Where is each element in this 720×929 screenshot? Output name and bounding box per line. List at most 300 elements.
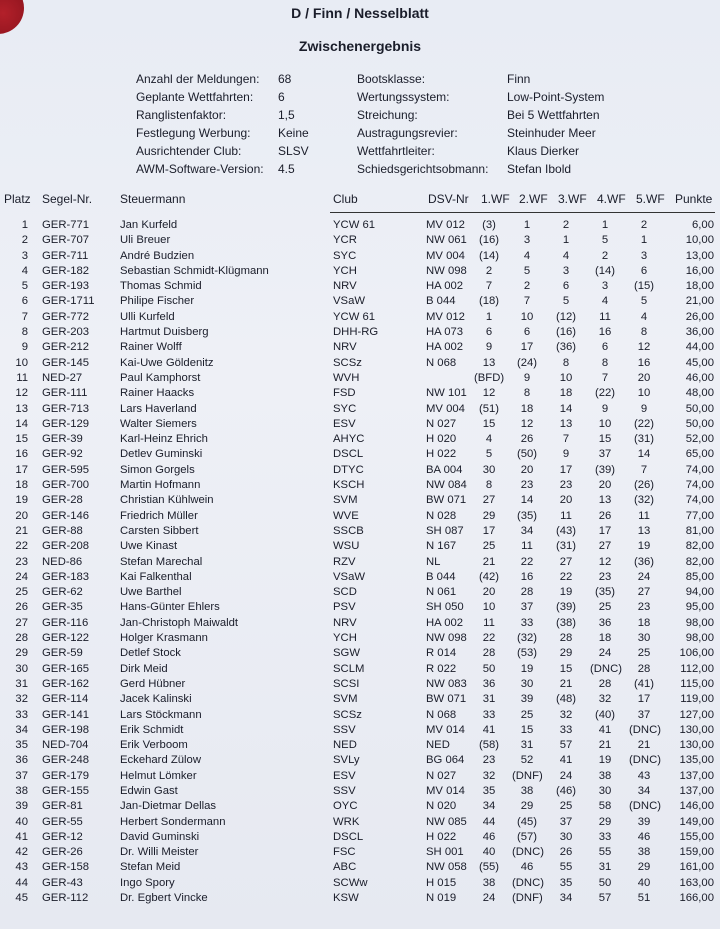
- cell-wf2: 33: [520, 616, 534, 629]
- cell-segel: GER-198: [42, 723, 90, 736]
- info-label: Streichung:: [357, 108, 418, 122]
- cell-wf2: 1: [523, 219, 531, 231]
- cell-punkte: 127,00: [679, 708, 714, 721]
- cell-wf1: 40: [482, 846, 496, 859]
- cell-wf4: 20: [598, 479, 612, 492]
- cell-steuermann: Martin Hofmann: [120, 479, 201, 492]
- cell-wf4: 4: [601, 295, 609, 308]
- cell-wf3: 26: [559, 846, 573, 859]
- cell-segel: GER-59: [42, 647, 83, 660]
- cell-platz: 11: [16, 371, 28, 384]
- col-wf2: 2.WF: [519, 192, 548, 206]
- cell-dsv: H 020: [426, 433, 457, 446]
- cell-platz: 17: [15, 463, 28, 476]
- cell-dsv: H 022: [426, 448, 457, 461]
- cell-steuermann: Stefan Marechal: [120, 555, 203, 568]
- cell-wf3: (48): [555, 693, 577, 706]
- cell-club: SCWw: [333, 876, 368, 889]
- table-row: [0, 311, 720, 326]
- cell-dsv: BW 071: [426, 693, 467, 706]
- cell-punkte: 146,00: [679, 800, 714, 813]
- cell-punkte: 81,00: [685, 524, 714, 537]
- cell-dsv: MV 004: [426, 402, 465, 415]
- cell-steuermann: Dr. Willi Meister: [120, 846, 199, 859]
- info-value: Keine: [278, 126, 309, 140]
- cell-wf5: 43: [637, 769, 651, 782]
- cell-wf3: (43): [555, 524, 577, 537]
- info-value: 4.5: [278, 162, 295, 176]
- cell-wf5: 17: [637, 693, 651, 706]
- cell-segel: GER-155: [42, 784, 90, 797]
- cell-segel: GER-81: [42, 800, 83, 813]
- cell-wf3: 32: [559, 708, 573, 721]
- cell-wf5: 27: [637, 586, 651, 599]
- cell-segel: GER-111: [42, 387, 88, 400]
- table-row: [0, 632, 720, 647]
- cell-wf1: 12: [482, 387, 496, 400]
- cell-steuermann: Thomas Schmid: [120, 280, 202, 293]
- cell-wf3: 35: [559, 876, 573, 889]
- cell-wf2: 34: [520, 524, 534, 537]
- cell-wf2: 23: [520, 479, 534, 492]
- cell-dsv: NL: [426, 555, 441, 568]
- cell-wf4: 29: [598, 815, 612, 828]
- cell-wf1: (18): [478, 295, 500, 308]
- cell-wf3: (16): [555, 326, 577, 339]
- cell-punkte: 10,00: [685, 234, 714, 247]
- info-label: Schiedsgerichtsobmann:: [357, 162, 489, 176]
- info-value: Steinhuder Meer: [507, 126, 596, 140]
- table-row: [0, 250, 720, 265]
- table-row: [0, 479, 720, 494]
- info-label: AWM-Software-Version:: [136, 162, 264, 176]
- cell-wf5: 6: [640, 264, 648, 277]
- info-value: Bei 5 Wettfahrten: [507, 108, 600, 122]
- cell-wf5: 16: [637, 356, 651, 369]
- cell-wf1: 20: [482, 586, 496, 599]
- cell-club: AHYC: [333, 433, 365, 446]
- cell-wf1: 13: [482, 356, 496, 369]
- col-wf4: 4.WF: [597, 192, 626, 206]
- cell-wf1: 25: [482, 540, 496, 553]
- info-label: Ranglistenfaktor:: [136, 108, 227, 122]
- cell-segel: GER-158: [42, 861, 90, 874]
- cell-wf1: 1: [485, 310, 493, 323]
- cell-wf5: 30: [637, 632, 651, 645]
- info-row: [136, 142, 309, 160]
- info-left: [136, 70, 309, 178]
- cell-wf3: 28: [559, 632, 573, 645]
- cell-platz: 10: [15, 356, 28, 369]
- cell-club: SYC: [333, 249, 357, 262]
- col-wf3: 3.WF: [558, 192, 587, 206]
- cell-club: DTYC: [333, 463, 364, 476]
- cell-club: ABC: [333, 861, 357, 874]
- cell-club: SSV: [333, 723, 356, 736]
- cell-platz: 33: [15, 708, 28, 721]
- info-row: [357, 88, 604, 106]
- cell-wf2: (57): [516, 830, 538, 843]
- cell-steuermann: Erik Verboom: [120, 739, 188, 752]
- cell-platz: 15: [15, 433, 28, 446]
- cell-club: NED: [333, 739, 357, 752]
- cell-segel: GER-182: [42, 264, 90, 277]
- cell-segel: GER-711: [42, 249, 89, 262]
- cell-wf5: 39: [637, 815, 651, 828]
- cell-platz: 38: [15, 784, 28, 797]
- cell-segel: GER-212: [42, 341, 90, 354]
- cell-platz: 14: [15, 417, 28, 430]
- info-label: Wettfahrtleiter:: [357, 144, 435, 158]
- cell-dsv: N 027: [426, 769, 457, 782]
- cell-punkte: 21,00: [685, 295, 714, 308]
- cell-steuermann: Walter Siemers: [120, 417, 197, 430]
- cell-wf2: (DNC): [512, 846, 544, 859]
- cell-club: YCR: [333, 234, 357, 247]
- cell-club: SCSz: [333, 356, 362, 369]
- cell-wf3: 13: [559, 417, 573, 430]
- cell-wf4: 23: [598, 570, 612, 583]
- cell-steuermann: Rainer Haacks: [120, 387, 195, 400]
- cell-platz: 12: [15, 387, 28, 400]
- cell-club: YCW 61: [333, 310, 376, 323]
- cell-wf4: 6: [601, 341, 609, 354]
- cell-wf3: 55: [559, 861, 573, 874]
- cell-steuermann: Paul Kamphorst: [120, 371, 201, 384]
- cell-wf3: 37: [559, 815, 573, 828]
- cell-steuermann: Eckehard Zülow: [120, 754, 201, 767]
- table-row: [0, 617, 720, 632]
- cell-steuermann: Carsten Sibbert: [120, 524, 199, 537]
- cell-club: FSC: [333, 846, 356, 859]
- cell-wf4: 21: [598, 739, 612, 752]
- table-row: [0, 280, 720, 295]
- cell-wf1: 21: [482, 555, 496, 568]
- cell-punkte: 166,00: [679, 892, 714, 905]
- cell-punkte: 159,00: [679, 846, 714, 859]
- cell-wf2: 19: [520, 662, 534, 675]
- cell-wf1: 11: [483, 616, 495, 629]
- info-value: 68: [278, 72, 292, 86]
- table-row: [0, 709, 720, 724]
- cell-segel: GER-162: [42, 677, 90, 690]
- cell-punkte: 115,00: [680, 677, 714, 690]
- cell-punkte: 18,00: [685, 280, 714, 293]
- cell-wf2: 8: [523, 387, 531, 400]
- cell-wf4: 11: [599, 310, 611, 323]
- cell-wf5: (41): [633, 677, 655, 690]
- cell-wf2: 4: [523, 249, 531, 262]
- cell-wf5: (32): [633, 494, 655, 507]
- cell-wf5: (DNC): [629, 754, 661, 767]
- cell-wf4: 16: [598, 326, 612, 339]
- cell-wf2: 39: [520, 693, 534, 706]
- table-row: [0, 219, 720, 234]
- cell-wf1: 15: [482, 417, 496, 430]
- cell-wf5: 9: [640, 402, 648, 415]
- table-row: [0, 601, 720, 616]
- cell-wf1: 36: [482, 677, 496, 690]
- cell-segel: GER-114: [42, 693, 89, 706]
- cell-segel: GER-248: [42, 754, 90, 767]
- cell-punkte: 130,00: [679, 739, 714, 752]
- table-row: [0, 785, 720, 800]
- cell-steuermann: Detlef Stock: [120, 647, 181, 660]
- cell-wf3: (12): [555, 310, 577, 323]
- table-row: [0, 754, 720, 769]
- table-row: [0, 770, 720, 785]
- cell-segel: GER-165: [42, 662, 90, 675]
- cell-segel: GER-12: [42, 830, 83, 843]
- cell-wf1: 4: [485, 433, 493, 446]
- page-title: D / Finn / Nesselblatt: [291, 5, 429, 21]
- cell-segel: GER-707: [42, 234, 90, 247]
- cell-dsv: R 022: [426, 662, 457, 675]
- cell-wf5: 28: [637, 662, 651, 675]
- cell-wf3: 23: [559, 479, 573, 492]
- cell-wf1: 6: [485, 326, 493, 339]
- cell-punkte: 135,00: [679, 754, 714, 767]
- cell-punkte: 95,00: [685, 601, 714, 614]
- cell-platz: 39: [15, 800, 28, 813]
- cell-wf2: 31: [520, 739, 534, 752]
- cell-punkte: 98,00: [685, 632, 714, 645]
- cell-wf2: 12: [520, 417, 534, 430]
- cell-wf2: 37: [520, 601, 534, 614]
- cell-dsv: NW 083: [426, 677, 467, 690]
- cell-wf5: 34: [637, 784, 651, 797]
- cell-platz: 30: [15, 662, 28, 675]
- results-table: [0, 219, 720, 907]
- cell-wf4: (22): [594, 387, 616, 400]
- cell-wf3: 6: [562, 280, 570, 293]
- cell-club: SCSI: [333, 677, 360, 690]
- cell-wf4: 27: [598, 540, 612, 553]
- cell-club: KSCH: [333, 479, 365, 492]
- cell-segel: GER-122: [42, 632, 90, 645]
- info-value: Low-Point-System: [507, 90, 605, 104]
- cell-wf5: 5: [640, 295, 648, 308]
- cell-wf3: (46): [555, 784, 577, 797]
- table-row: [0, 433, 720, 448]
- cell-wf3: 17: [559, 463, 573, 476]
- cell-steuermann: Holger Krasmann: [120, 632, 208, 645]
- cell-platz: 31: [15, 677, 28, 690]
- cell-wf3: 57: [559, 739, 573, 752]
- cell-dsv: BG 064: [426, 754, 465, 767]
- cell-punkte: 82,00: [685, 555, 714, 568]
- cell-club: SGW: [333, 647, 360, 660]
- cell-wf1: 41: [482, 723, 496, 736]
- cell-wf4: 18: [598, 632, 612, 645]
- cell-club: NRV: [333, 280, 357, 293]
- cell-punkte: 44,00: [685, 341, 714, 354]
- cell-wf5: 14: [637, 448, 651, 461]
- cell-punkte: 77,00: [685, 509, 714, 522]
- cell-club: WRK: [333, 815, 360, 828]
- cell-dsv: MV 012: [426, 310, 465, 323]
- cell-wf2: 30: [520, 677, 534, 690]
- cell-dsv: MV 012: [426, 219, 465, 231]
- cell-wf1: 24: [482, 892, 496, 905]
- cell-wf4: 32: [598, 693, 612, 706]
- cell-club: WVH: [333, 371, 360, 384]
- cell-segel: GER-700: [42, 479, 90, 492]
- cell-wf2: (DNF): [512, 892, 543, 905]
- table-row: [0, 403, 720, 418]
- cell-wf4: 1: [601, 219, 609, 231]
- cell-wf3: 15: [559, 662, 573, 675]
- cell-wf5: (22): [633, 417, 655, 430]
- cell-dsv: SH 001: [426, 846, 464, 859]
- cell-platz: 41: [15, 830, 28, 843]
- cell-punkte: 161,00: [679, 861, 714, 874]
- cell-punkte: 13,00: [685, 249, 714, 262]
- info-right: [357, 70, 604, 178]
- cell-wf2: 5: [523, 264, 531, 277]
- cell-club: SYC: [333, 402, 357, 415]
- cell-dsv: H 022: [426, 830, 457, 843]
- cell-platz: 37: [15, 769, 28, 782]
- cell-wf1: 30: [482, 463, 496, 476]
- cell-club: YCH: [333, 264, 357, 277]
- cell-wf1: 2: [485, 264, 493, 277]
- table-row: [0, 494, 720, 509]
- cell-wf1: 38: [482, 876, 496, 889]
- cell-platz: 21: [15, 524, 28, 537]
- cell-segel: NED-704: [42, 739, 89, 752]
- table-row: [0, 663, 720, 678]
- cell-steuermann: Hans-Günter Ehlers: [120, 601, 220, 614]
- cell-wf4: 37: [598, 448, 612, 461]
- cell-wf1: 10: [482, 601, 496, 614]
- cell-club: SSCB: [333, 524, 364, 537]
- cell-segel: NED-27: [42, 371, 83, 384]
- cell-punkte: 52,00: [685, 433, 714, 446]
- cell-punkte: 36,00: [685, 326, 714, 339]
- cell-wf2: 52: [520, 754, 534, 767]
- cell-dsv: MV 014: [426, 784, 465, 797]
- cell-segel: GER-1711: [42, 295, 95, 308]
- cell-punkte: 82,00: [685, 540, 714, 553]
- cell-platz: 3: [21, 249, 28, 262]
- cell-dsv: NW 084: [426, 479, 467, 492]
- cell-wf2: 7: [523, 295, 531, 308]
- cell-segel: GER-141: [42, 708, 90, 721]
- cell-platz: 27: [15, 616, 28, 629]
- cell-wf5: (26): [633, 479, 655, 492]
- cell-steuermann: Edwin Gast: [120, 784, 178, 797]
- cell-wf1: (42): [478, 570, 500, 583]
- table-row: [0, 647, 720, 662]
- info-value: 6: [278, 90, 285, 104]
- cell-punkte: 48,00: [685, 387, 714, 400]
- table-row: [0, 326, 720, 341]
- cell-wf4: 38: [598, 769, 612, 782]
- cell-dsv: N 068: [426, 356, 457, 369]
- table-row: [0, 418, 720, 433]
- cell-wf4: 26: [598, 509, 612, 522]
- cell-dsv: BA 004: [426, 463, 463, 476]
- cell-wf5: 8: [640, 326, 648, 339]
- cell-wf2: (DNC): [512, 876, 544, 889]
- cell-club: YCW 61: [333, 219, 376, 231]
- cell-dsv: NW 098: [426, 264, 467, 277]
- cell-club: SVM: [333, 693, 358, 706]
- cell-wf1: 35: [482, 784, 496, 797]
- cell-wf1: (16): [478, 234, 500, 247]
- cell-platz: 44: [15, 876, 28, 889]
- info-label: Bootsklasse:: [357, 72, 426, 86]
- cell-dsv: N 061: [426, 586, 457, 599]
- cell-club: DHH-RG: [333, 326, 379, 339]
- cell-wf2: 20: [520, 463, 534, 476]
- cell-punkte: 119,00: [680, 693, 714, 706]
- cell-wf5: 24: [637, 570, 651, 583]
- cell-segel: GER-713: [42, 402, 90, 415]
- cell-wf4: 13: [598, 494, 612, 507]
- cell-wf2: (50): [516, 448, 538, 461]
- cell-wf4: (40): [594, 708, 616, 721]
- info-label: Ausrichtender Club:: [136, 144, 242, 158]
- cell-dsv: B 044: [426, 295, 456, 308]
- cell-punkte: 50,00: [685, 417, 714, 430]
- cell-wf4: 55: [598, 846, 612, 859]
- cell-wf2: 15: [520, 723, 534, 736]
- cell-dsv: NW 058: [426, 861, 467, 874]
- table-row: [0, 846, 720, 861]
- cell-punkte: 98,00: [685, 616, 714, 629]
- cell-steuermann: Uli Breuer: [120, 234, 171, 247]
- cell-segel: GER-771: [42, 219, 90, 231]
- cell-wf5: 10: [637, 387, 651, 400]
- cell-wf2: (DNF): [512, 769, 543, 782]
- cell-wf5: 3: [640, 249, 648, 262]
- cell-club: ESV: [333, 769, 356, 782]
- cell-steuermann: Jacek Kalinski: [120, 693, 192, 706]
- cell-platz: 42: [15, 846, 28, 859]
- cell-wf5: 21: [637, 739, 651, 752]
- cell-steuermann: Lars Haverland: [120, 402, 197, 415]
- cell-wf2: 2: [523, 280, 531, 293]
- cell-wf5: 40: [637, 876, 651, 889]
- cell-platz: 6: [21, 295, 28, 308]
- cell-steuermann: David Guminski: [120, 830, 200, 843]
- cell-wf4: 17: [598, 524, 612, 537]
- cell-segel: GER-35: [42, 601, 83, 614]
- cell-wf3: 5: [562, 295, 570, 308]
- cell-wf3: 41: [559, 754, 573, 767]
- cell-club: SVLy: [333, 754, 360, 767]
- cell-club: ESV: [333, 417, 356, 430]
- cell-wf5: 11: [638, 509, 650, 522]
- cell-wf1: 9: [485, 341, 493, 354]
- table-header: [0, 192, 720, 212]
- cell-wf2: 46: [520, 861, 534, 874]
- cell-wf5: 29: [637, 861, 651, 874]
- cell-wf5: 20: [637, 371, 651, 384]
- cell-punkte: 26,00: [685, 310, 714, 323]
- cell-punkte: 46,00: [685, 371, 714, 384]
- cell-club: PSV: [333, 601, 356, 614]
- table-row: [0, 892, 720, 907]
- cell-wf5: 38: [637, 846, 651, 859]
- cell-wf4: 50: [598, 876, 612, 889]
- cell-dsv: SH 087: [426, 524, 464, 537]
- cell-platz: 43: [15, 861, 28, 874]
- cell-punkte: 45,00: [685, 356, 714, 369]
- cell-wf2: (45): [516, 815, 538, 828]
